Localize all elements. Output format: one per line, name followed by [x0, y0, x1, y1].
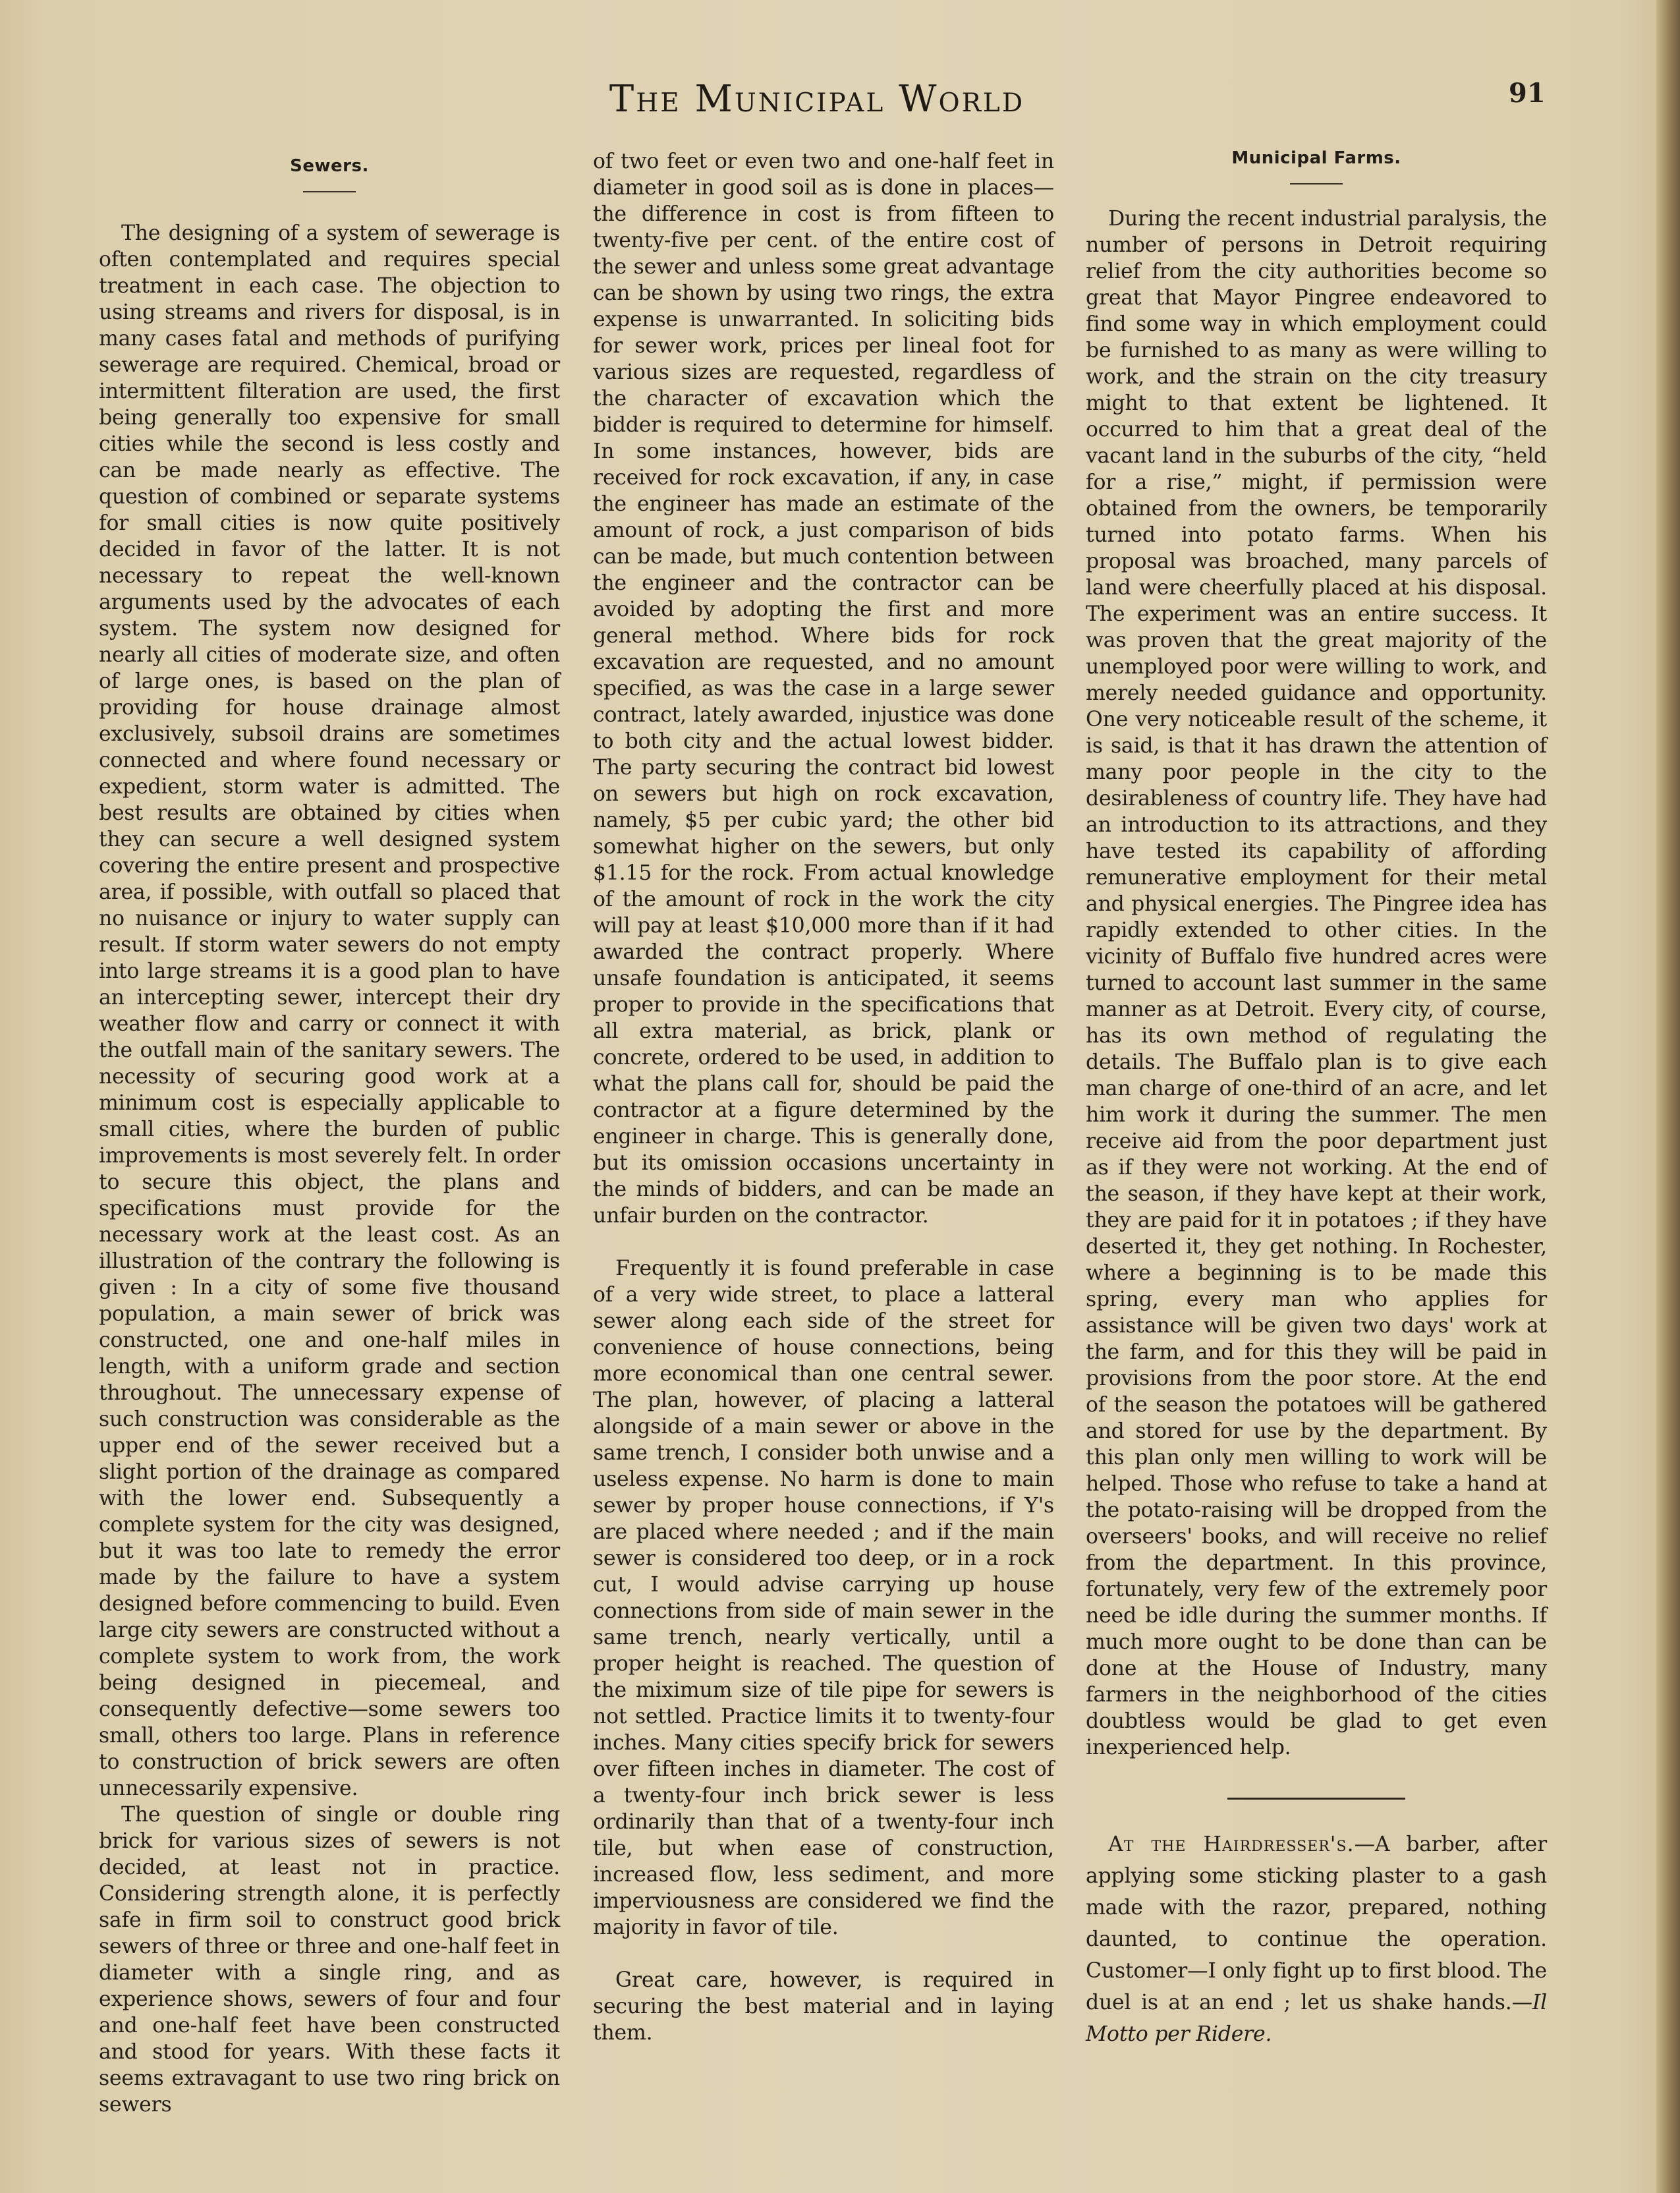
hairdresser-text: —A barber, after applying some sticking plaster to a gash made with the razor, prepared, nothing daunted, to continue the operation. Customer—I only fight up to first blood. The duel is at an end ; let us shake hands.—	[1086, 1833, 1547, 2014]
heading-rule	[1290, 183, 1343, 185]
column-2	[593, 148, 1054, 2046]
sewers-paragraph-1: The designing of a system of sewerage is often contemplated and requires special treatment in each case. The objection to using streams and rivers for disposal, is in many cases fatal and methods of purifying sewerage are required. Chemical, broad or intermittent filteration are used, the first being generally too expensive for small cities while the second is less costly and can be made nearly as effective. The question of combined or separate systems for small cities is now quite positively decided in favor of the latter. It is not necessary to repeat the well-known arguments used by the advocates of each system. The system now designed for nearly all cities of moderate size, and often of large ones, is based on the plan of providing for house drainage almost exclusively, subsoil drains are sometimes connected and where found necessary or expedient, storm water is admitted. The best results are obtained by cities when they can secure a well designed system covering the entire present and prospective area, if possible, with outfall so placed that no nuisance or injury to water supply can result. If storm water sewers do not empty into large streams it is a good plan to have an intercepting sewer, intercept their dry weather flow and carry or connect it with the outfall main of the sanitary sewers. The necessity of securing good work at a minimum cost is especially applicable to small cities, where the burden of public improvements is most severely felt. In order to secure this object, the plans and specifications must provide for the necessary work at the least cost. As an illustration of the contrary the following is given : In a city of some five thousand population, a main sewer of brick was constructed, one and one-half miles in length, with a uniform grade and section throughout. The unnecessary expense of such construction was considerable as the upper end of the sewer received but a slight portion of the drainage as compared with the lower end. Subsequently a complete system for the city was designed, but it was too late to remedy the error made by the failure to have a system designed before commencing to build. Even large city sewers are constructed without a complete system to work from, the work being designed in piecemeal, and consequently defective—some sewers too small, others too large. Plans in reference to construction of brick sewers are often unnecessarily expensive.	[99, 221, 560, 1800]
farms-heading: Municipal Farms.	[1231, 148, 1401, 168]
masthead-title: The Municipal World	[609, 78, 1025, 121]
section-divider	[1227, 1798, 1405, 1800]
heading-rule	[303, 191, 356, 192]
hairdresser-anecdote	[1086, 1829, 1547, 2050]
sewers-paragraph-3: of two feet or even two and one-half feet in diameter in good soil as is done in places—the difference in cost is from fifteen to twenty-five per cent. of the entire cost of the sewer and unless some great advantage can be shown by using two rings, the extra expense is unwarranted. In soliciting bids for sewer work, prices per lineal foot for various sizes are requested, regardless of the character of excavation which the bidder is required to determine for himself. In some instances, however, bids are received for rock excavation, if any, in case the engineer has made an estimate of the amount of rock, a just comparison of bids can be made, but much contention between the engineer and the contractor can be avoided by adopting the first and more general method. Where bids for rock excavation are requested, and no amount specified, as was the case in a large sewer contract, lately awarded, injustice was done to both city and the actual lowest bidder. The party securing the contract bid lowest on sewers but high on rock excavation, namely, $5 per cubic yard; the other bid somewhat higher on the sewers, but only $1.15 for the rock. From actual knowledge of the amount of rock in the work the city will pay at least $10,000 more than if it had awarded the contract properly. Where unsafe foundation is anticipated, it seems proper to provide in the specifications that all extra material, as brick, plank or concrete, ordered to be used, in addition to what the plans call for, should be paid the contractor at a figure determined by the engineer in charge. This is generally done, but its omission occasions uncertainty in the minds of bidders, and can be made an unfair burden on the contractor.	[593, 150, 1054, 1228]
hairdresser-lead: At the Hairdresser's.	[1108, 1833, 1355, 1856]
column-1	[99, 153, 560, 2118]
book-spine-edge	[1656, 0, 1680, 2193]
sewers-heading: Sewers.	[290, 156, 369, 176]
hairdresser-source: Il Motto per Ridere.	[1086, 1991, 1547, 2046]
column-3	[1086, 145, 1547, 2050]
sewers-paragraph-2: The question of single or double ring brick for various sizes of sewers is not decided, at least not in practice. Considering strength alone, it is perfectly safe in firm soil to construct good brick sewers of three or three and one-half feet in diameter with a single ring, and as experience shows, sewers of four and four and one-half feet have been constructed and stood for years. With these facts it seems extravagant to use two ring brick on sewers	[99, 1803, 560, 2117]
page-number: 91	[1509, 78, 1546, 109]
farms-paragraph: During the recent industrial paralysis, the number of persons in Detroit requiring relief from the city authorities become so great that Mayor Pingree endeavored to find some way in which employment could be furnished to as many as were willing to work, and the strain on the city treasury might to that extent be lightened. It occurred to him that a great deal of the vacant land in the suburbs of the city, “held for a rise,” might, if permission were obtained from the owners, be temporarily turned into potato farms. When his proposal was broached, many parcels of land were cheerfully placed at his disposal. The experiment was an entire success. It was proven that the great majority of the unemployed poor were willing to work, and merely needed guidance and opportunity. One very noticeable result of the scheme, it is said, is that it has drawn the attention of many poor people in the city to the desirableness of country life. They have had an introduction to its attractions, and they have tested its capability of affording remunerative employment for their metal and physical energies. The Pingree idea has rapidly extended to other cities. In the vicinity of Buffalo five hundred acres were turned to account last summer in the same manner as at Detroit. Every city, of course, has its own method of regulating the details. The Buffalo plan is to give each man charge of one-third of an acre, and let him work it during the summer. The men receive aid from the poor department just as if they were not working. At the end of the season, if they have kept at their work, they are paid for it in potatoes ; if they have deserted it, they get nothing. In Rochester, where a beginning is to be made this spring, every man who applies for assistance will be given two days' work at the farm, and for this they will be paid in provisions from the poor store. At the end of the season the potatoes will be gathered and stored for use by the department. By this plan only men willing to work will be helped. Those who refuse to take a hand at the potato-raising will be dropped from the overseers' books, and will receive no relief from the department. In this province, fortunately, very few of the extremely poor need be idle during the summer months. If much more ought to be done than can be done at the House of Industry, many farmers in the neighborhood of the cities doubtless would be glad to get even inexperienced help.	[1086, 207, 1547, 1759]
sewers-paragraph-4: Frequently it is found preferable in case of a very wide street, to place a latteral sewer along each side of the street for convenience of house connections, being more economical than one central sewer. The plan, however, of placing a latteral alongside of a main sewer or above in the same trench, I consider both unwise and a useless expense. No harm is done to main sewer by proper house connections, if Y's are placed where needed ; and if the main sewer is considered too deep, or in a rock cut, I would advise carrying up house connections from side of main sewer in the same trench, nearly vertically, until a proper height is reached. The question of the miximum size of tile pipe for sewers is not settled. Practice limits it to twenty-four inches. Many cities specify brick for sewers over fifteen inches in diameter. The cost of a twenty-four inch brick sewer is less ordinarily than that of a twenty-four inch tile, but when ease of construction, increased flow, less sediment, and more imperviousness are considered we find the majority in favor of tile.	[593, 1257, 1054, 1939]
sewers-paragraph-5: Great care, however, is required in securing the best material and in laying them.	[593, 1968, 1054, 2045]
